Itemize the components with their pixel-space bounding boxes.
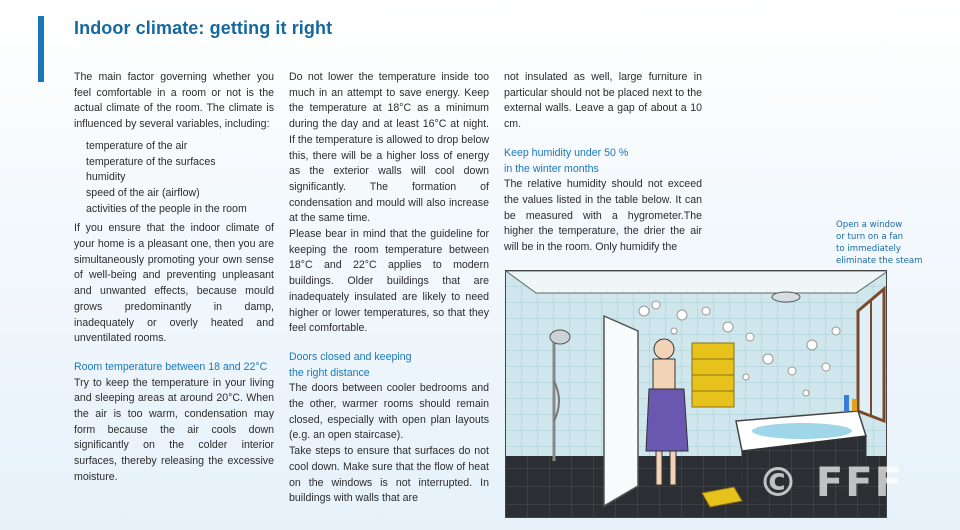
caption-line: Open a window xyxy=(836,220,903,230)
shower-door xyxy=(604,316,638,506)
copyright-watermark: © FFF xyxy=(758,460,904,506)
surfaces-paragraph: Take steps to ensure that surfaces do not cool down. Make sure that the flow of heat on the windows is not interrupted. In buildings with walls that are xyxy=(289,445,489,505)
energy-paragraph: Do not lower the temperature inside too much in an attempt to save energy. Keep the temperature at 18°C as a minimum during the day and at least 16°C at night. If the temperature is allowed to drop below this, there will be a higher loss of energy as the exterior walls will cool down significantly. The formation of condensation and mould will also increase at the same time. xyxy=(289,71,489,225)
humidity-subhead-line-1: Keep humidity under 50 % xyxy=(504,146,629,159)
list-item: activities of the people in the room xyxy=(86,202,247,215)
ceiling xyxy=(506,271,887,293)
climate-variables-list xyxy=(86,139,274,218)
list-item: temperature of the surfaces xyxy=(86,155,216,168)
illustration-caption xyxy=(836,219,940,267)
column-2 xyxy=(289,70,489,507)
older-buildings-paragraph: Please bear in mind that the guideline for keeping the room temperature between 18°C and 22°C applies to modern buildings. Older buildings that are inadequately insulated are likely to need higher or lower temperatures, so that they feel comfortable. xyxy=(289,228,489,335)
towel xyxy=(646,389,688,451)
person-head xyxy=(654,339,674,359)
fan-icon xyxy=(772,292,800,302)
caption-line: to immediately xyxy=(836,244,902,254)
accent-bar xyxy=(38,16,44,82)
humidity-subhead xyxy=(504,146,702,177)
intro-paragraph: The main factor governing whether you feel comfortable in a room or not is the actual climate of the room. The climate is influenced by several variables, including: xyxy=(74,71,274,131)
room-temperature-paragraph: Try to keep the temperature in your living and sleeping areas at around 20°C. When the air is too warm, condensation may form because the air cools down significantly on the colder interior surfaces, thereby releasing the excessive moisture. xyxy=(74,376,274,483)
column-1 xyxy=(74,70,274,486)
doors-subhead-line-2: the right distance xyxy=(289,366,370,379)
caption-line: or turn on a fan xyxy=(836,232,904,242)
room-temperature-subhead: Room temperature between 18 and 22°C xyxy=(74,360,268,373)
doors-subhead-line-1: Doors closed and keeping xyxy=(289,350,412,363)
wellbeing-paragraph: If you ensure that the indoor climate of your home is a pleasant one, then you are simultaneously promoting your own sense of well-being and preventing unpleasant and unwanted effects, because mould grows predominantly in damp, inadequately or overly heated and unventilated rooms. xyxy=(74,222,274,345)
humidity-subhead-line-2: in the winter months xyxy=(504,162,599,175)
humidity-paragraph: The relative humidity should not exceed the values listed in the table below. It can be measured with a hygrometer.The higher the temperature, the drier the air will be in the room. Only humidify the xyxy=(504,178,702,254)
caption-line: eliminate the steam xyxy=(836,256,923,266)
list-item: speed of the air (airflow) xyxy=(86,186,200,199)
bath-water xyxy=(752,423,852,439)
furniture-paragraph: not insulated as well, large furniture in particular should not be placed next to the external walls. Leave a gap of about a 10 cm. xyxy=(504,71,702,131)
doors-subhead xyxy=(289,350,489,381)
page-title: Indoor climate: getting it right xyxy=(74,18,333,38)
list-item: humidity xyxy=(86,171,126,184)
shower-head-icon xyxy=(550,330,570,344)
list-item: temperature of the air xyxy=(86,139,188,152)
column-3 xyxy=(504,70,702,256)
doors-paragraph: The doors between cooler bedrooms and the other, warmer rooms should remain closed, especially with open plan layouts (e.g. an open staircase). xyxy=(289,382,489,442)
